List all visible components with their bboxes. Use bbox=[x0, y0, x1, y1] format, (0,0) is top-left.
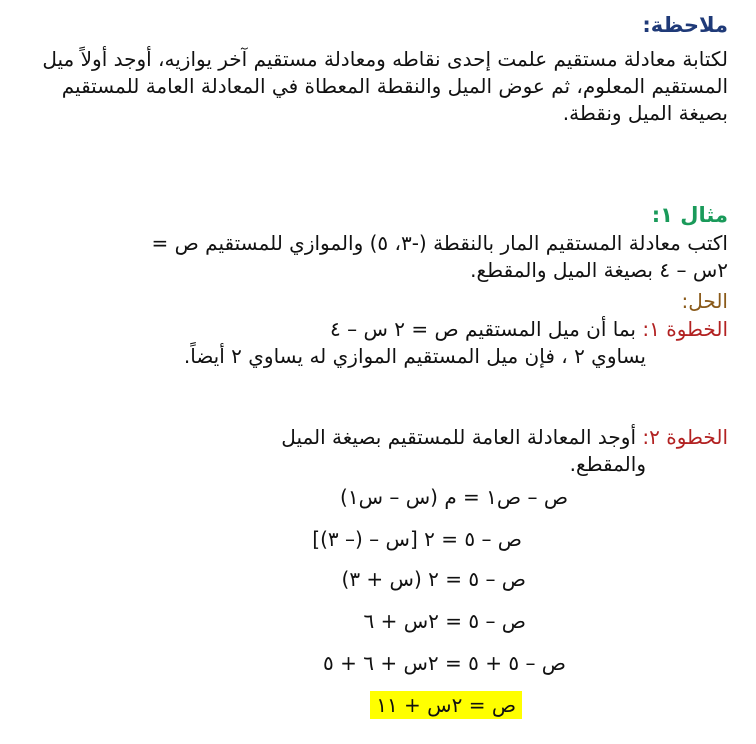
step-1 bbox=[128, 316, 728, 343]
example-body: اكتب معادلة المستقيم المار بالنقطة (-٣، ٥) والموازي للمستقيم ص = ٢س – ٤ بصيغة الميل والمقطع. bbox=[151, 231, 728, 282]
step-2-continuation: والمقطع. bbox=[569, 452, 646, 476]
step-2-text: أوجد المعادلة العامة للمستقيم بصيغة الميل bbox=[281, 425, 636, 449]
final-answer-highlight: ص = ٢س + ١١ bbox=[370, 691, 522, 719]
step-2 bbox=[128, 424, 728, 451]
example-title: مثال ١: bbox=[651, 203, 728, 227]
equation-point-slope: ص – ص١ = م (س – س١) bbox=[340, 485, 568, 509]
step-1-continuation: يساوي ٢ ، فإن ميل المستقيم الموازي له يساوي ٢ أيضاً. bbox=[183, 344, 646, 368]
equation-substitute: ص – ٥ = ٢ [س – (– ٣)] bbox=[312, 527, 522, 551]
final-answer bbox=[370, 692, 522, 719]
step-1-text: بما أن ميل المستقيم ص = ٢ س – ٤ bbox=[330, 317, 636, 341]
step-2-label: الخطوة ٢: bbox=[642, 425, 728, 449]
equation-expand: ص – ٥ = ٢س + ٦ bbox=[363, 609, 526, 633]
step-1-label: الخطوة ١: bbox=[642, 317, 728, 341]
equation-simplify: ص – ٥ = ٢ (س + ٣) bbox=[341, 567, 526, 591]
note-title: ملاحظة: bbox=[642, 13, 728, 37]
note-body: لكتابة معادلة مستقيم علمت إحدى نقاطه ومعادلة مستقيم آخر يوازيه، أوجد أولاً ميل المستقيم المعلوم، ثم عوض الميل والنقطة المعطاة في المعادلة العامة للمستقيم بصيغة الميل ونقطة. bbox=[42, 47, 728, 125]
equation-add-five: ص – ٥ + ٥ = ٢س + ٦ + ٥ bbox=[323, 651, 566, 675]
solution-label: الحل: bbox=[681, 289, 728, 313]
